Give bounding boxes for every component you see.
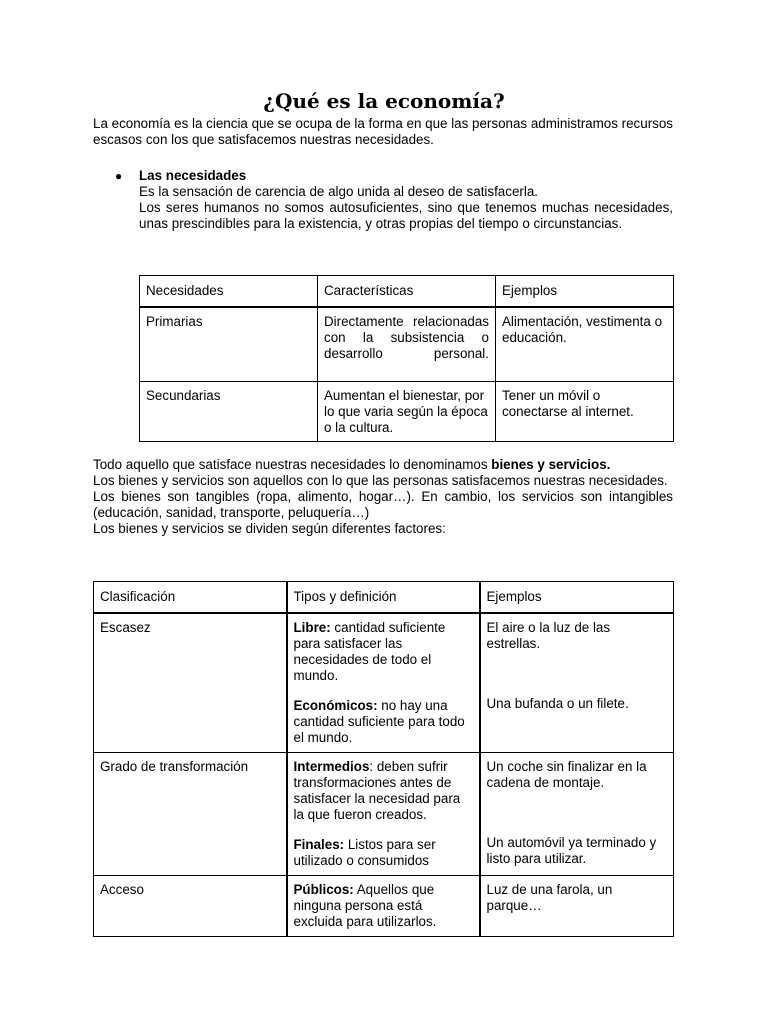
table-header-cell: Tipos y definición <box>287 582 480 614</box>
table-header-cell: Necesidades <box>140 276 318 308</box>
table-cell <box>480 876 674 937</box>
intro-text: La economía es la ciencia que se ocupa de la forma en que las personas administramos recursos escasos con los que satisfacemos nuestras necesidades. <box>93 116 673 147</box>
table-header-cell: Ejemplos <box>480 582 674 614</box>
bienes-paragraph-3: Los bienes son tangibles (ropa, alimento, hogar…). En cambio, los servicios son intangibles (educación, sanidad, transporte, peluquería…) <box>93 489 673 520</box>
table-cell <box>287 876 480 937</box>
table-cell: Acceso <box>94 876 287 937</box>
clasificacion-table <box>93 581 674 937</box>
page-title: ¿Qué es la economía? <box>263 89 505 113</box>
bienes-paragraph-2: Los bienes y servicios son aquellos con lo que las personas satisfacemos nuestras necesidades. <box>93 473 668 488</box>
bienes-paragraph-1 <box>93 457 673 473</box>
bullet-necesidades <box>115 168 673 232</box>
type-term: Intermedios <box>293 759 370 774</box>
table-cell <box>480 613 674 753</box>
type-desc: no hay una cantidad suficiente para todo el mundo. <box>293 698 465 745</box>
bienes-bold-term: bienes y servicios. <box>491 457 611 472</box>
table-header-cell: Clasificación <box>94 582 287 614</box>
type-desc: Aquellos que ninguna persona está excluida para utilizarlos. <box>293 882 437 929</box>
table-row <box>140 307 674 382</box>
bienes-text: Todo aquello que satisface nuestras necesidades lo denominamos <box>93 457 492 472</box>
table-cell: Secundarias <box>140 382 318 442</box>
table-cell: Tener un móvil o conectarse al internet. <box>496 382 674 442</box>
bullet-heading: Las necesidades <box>139 168 247 183</box>
intro-paragraph <box>93 116 673 148</box>
necesidades-table <box>139 275 674 442</box>
type-term: Económicos: <box>293 698 378 713</box>
type-definition <box>294 759 473 823</box>
table-cell: Directamente relacionadas con la subsistencia o desarrollo personal. <box>318 307 496 382</box>
type-desc: cantidad suficiente para satisfacer las necesidades de todo el mundo. <box>293 620 446 683</box>
table-header-row <box>140 276 674 308</box>
type-desc: : deben sufrir transformaciones antes de satisfacer la necesidad para la que fueron creados. <box>293 759 461 822</box>
type-term: Finales: <box>293 837 345 852</box>
table-header-cell: Ejemplos <box>496 276 674 308</box>
type-term: Públicos: <box>293 882 354 897</box>
table-row-escasez <box>94 613 674 753</box>
table-row-transformacion <box>94 753 674 876</box>
table-cell: Escasez <box>94 613 287 753</box>
table-cell: Aumentan el bienestar, por lo que varia según la época o la cultura. <box>318 382 496 442</box>
bullet-line-2: Los seres humanos no somos autosuficientes, sino que tenemos muchas necesidades, unas prescindibles para la existencia, y otras propias del tiempo o circunstancias. <box>139 200 673 231</box>
example-text: Luz de una farola, un parque… <box>486 882 613 913</box>
type-definition <box>294 698 473 746</box>
table-cell <box>287 613 480 753</box>
bienes-paragraph-4: Los bienes y servicios se dividen según diferentes factores: <box>93 521 446 536</box>
type-definition <box>294 882 473 930</box>
type-desc: Listos para ser utilizado o consumidos <box>293 837 436 868</box>
table-row <box>140 382 674 442</box>
table-header-cell: Características <box>318 276 496 308</box>
table-cell <box>480 753 674 876</box>
table-row-acceso <box>94 876 674 937</box>
type-definition <box>294 837 473 869</box>
type-definition <box>294 620 473 684</box>
example-text: Un coche sin finalizar en la cadena de montaje. <box>486 759 647 790</box>
example-text: El aire o la luz de las estrellas. <box>486 620 611 651</box>
bullet-line-1: Es la sensación de carencia de algo unida al deseo de satisfacerla. <box>139 184 538 199</box>
table-cell: Alimentación, vestimenta o educación. <box>496 307 674 382</box>
example-text: Una bufanda o un filete. <box>486 696 629 711</box>
table-cell <box>287 753 480 876</box>
table-cell: Primarias <box>140 307 318 382</box>
bienes-paragraphs <box>93 457 673 537</box>
bullet-dot-icon: ● <box>115 169 123 183</box>
table-cell: Grado de transformación <box>94 753 287 876</box>
type-term: Libre: <box>293 620 331 635</box>
example-text: Un automóvil ya terminado y listo para utilizar. <box>486 835 657 866</box>
table-header-row <box>94 582 674 614</box>
